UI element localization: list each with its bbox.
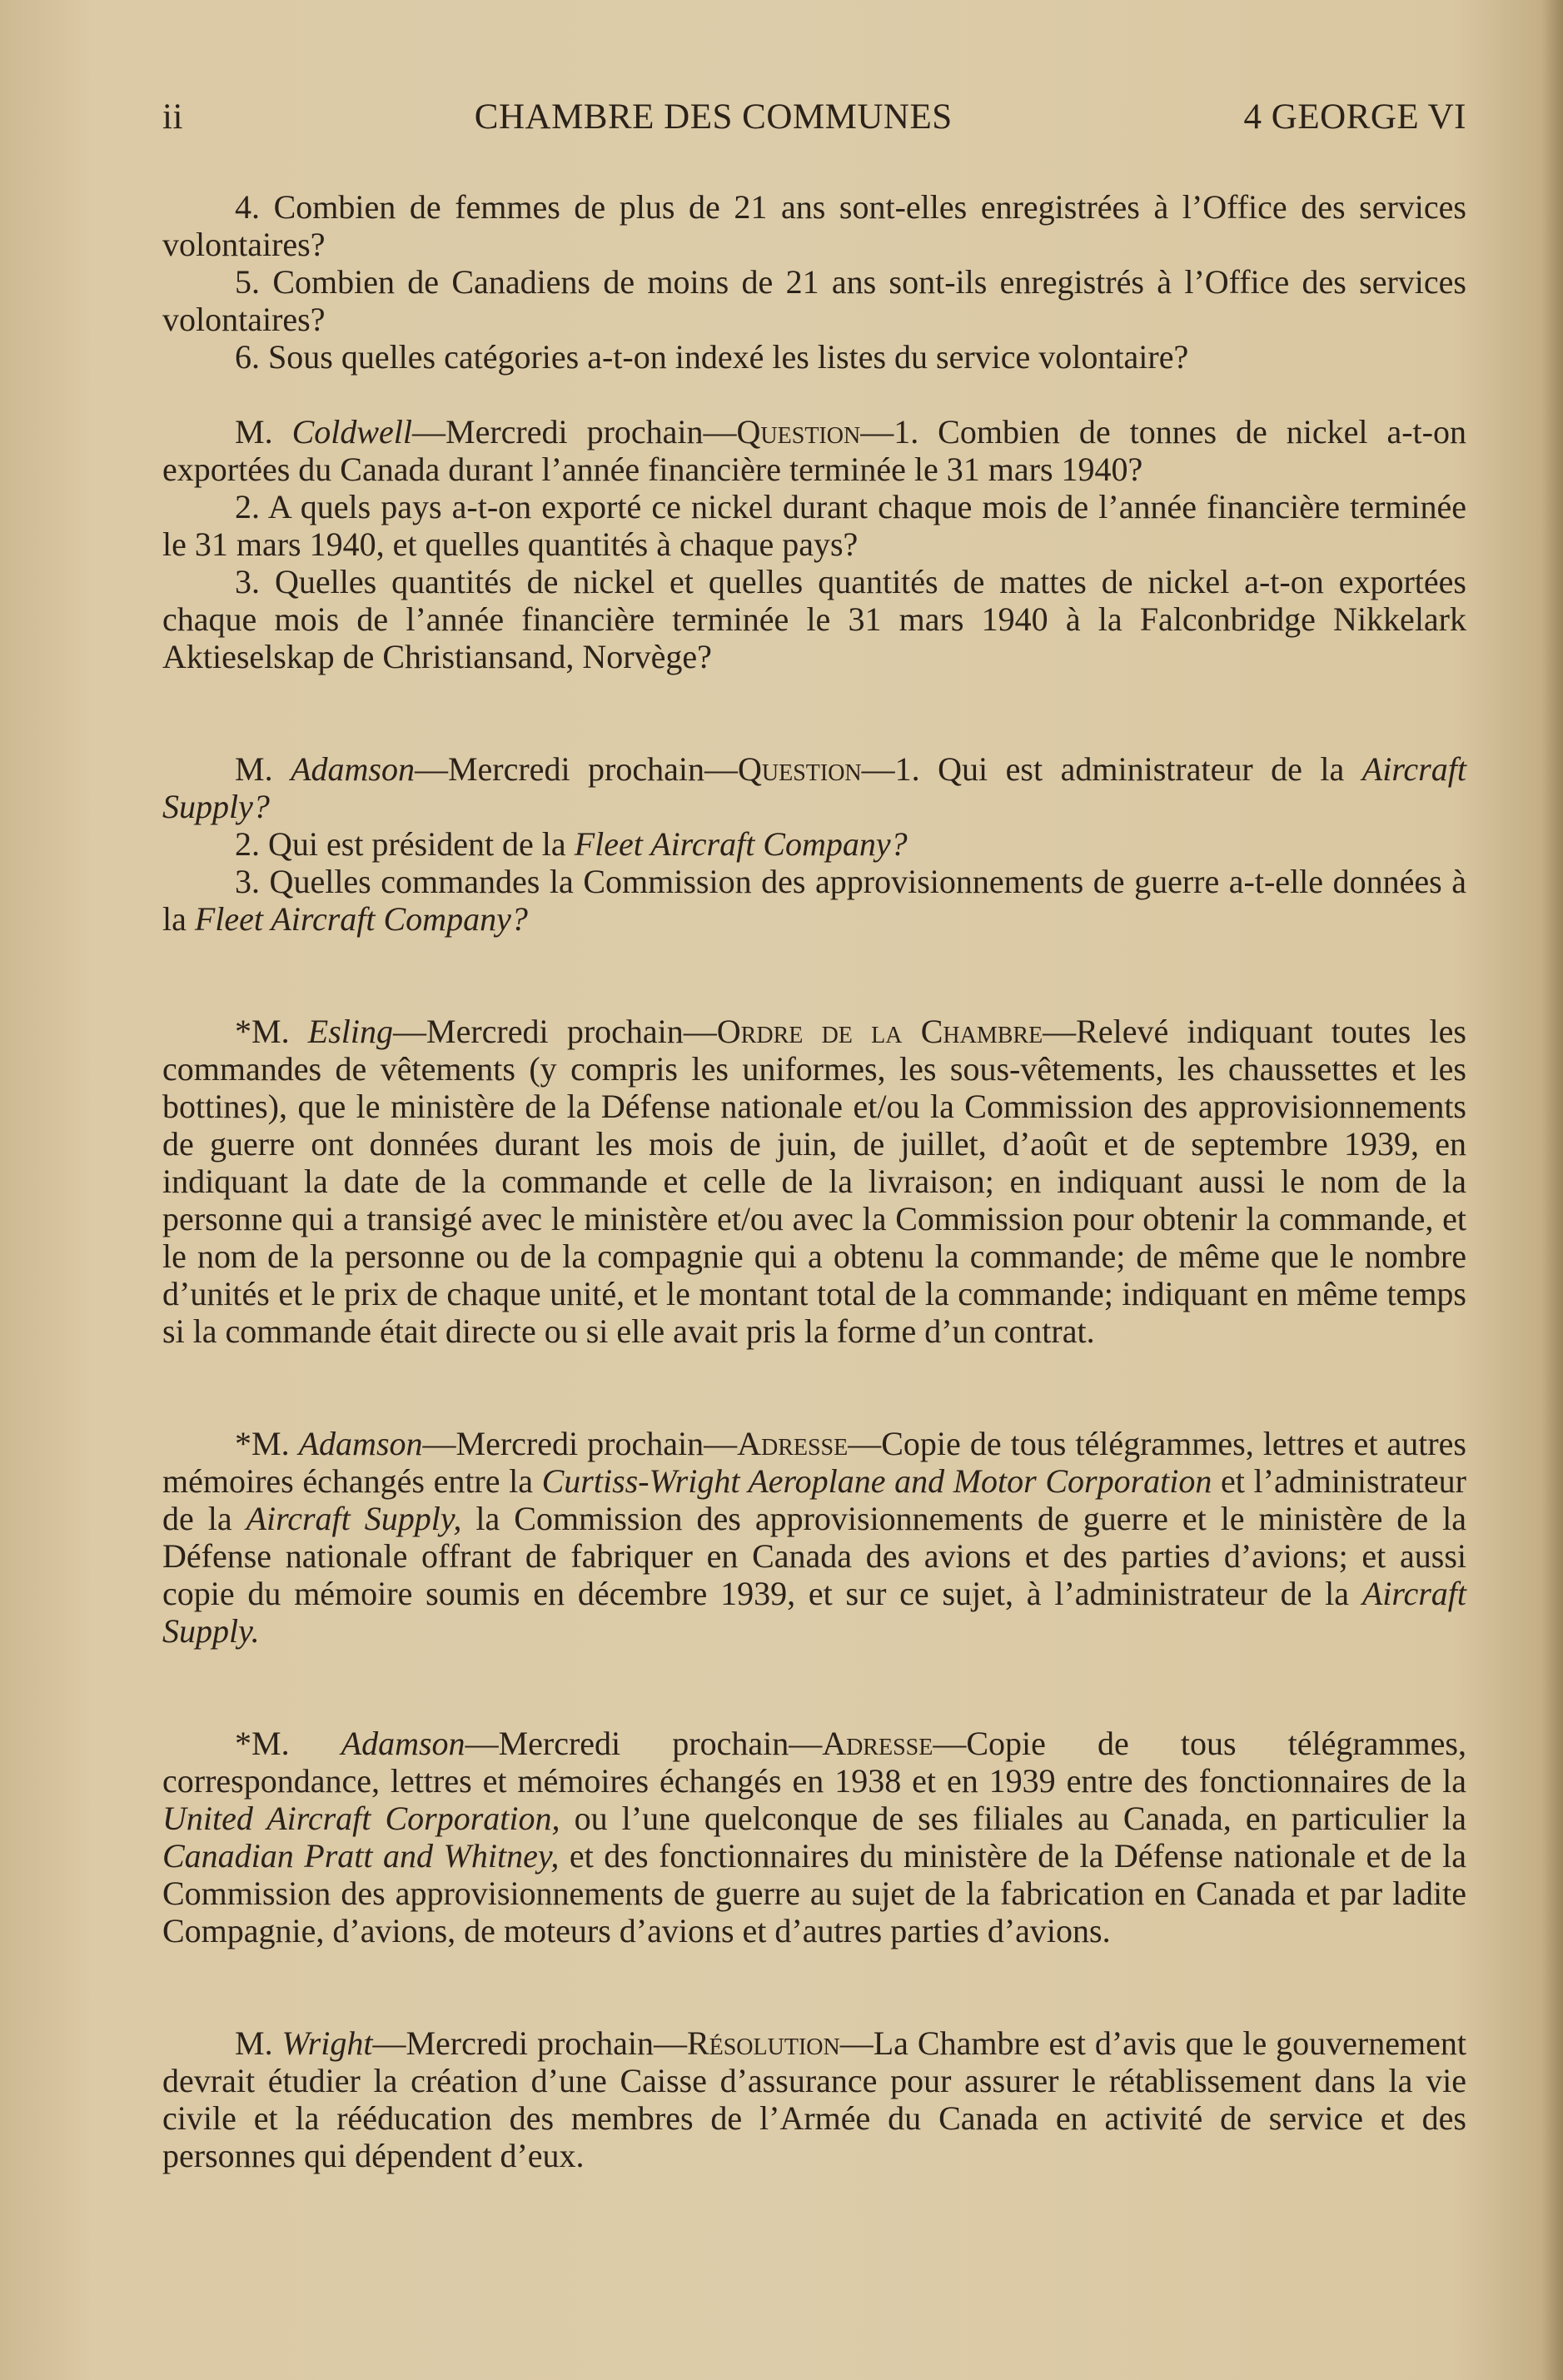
notice-date: —Mercredi prochain— bbox=[414, 750, 738, 788]
question-4: 4. Combien de femmes de plus de 21 ans sont-elles enregistrées à l’Office des services volontaires? bbox=[162, 188, 1466, 263]
notice-adamson-address-2 bbox=[162, 1725, 1466, 1949]
company-name: United Aircraft Corporation, bbox=[162, 1800, 560, 1837]
spacer bbox=[162, 1350, 1466, 1425]
question-6: 6. Sous quelles catégories a-t-on indexé les listes du service volontaire? bbox=[235, 338, 1189, 376]
notice-kind: Adresse bbox=[822, 1725, 933, 1762]
coldwell-question-2: 2. A quels pays a-t-on exporté ce nickel durant chaque mois de l’année financière terminée le 31 mars 1940, et quelles quantités à chaque pays? bbox=[162, 488, 1466, 563]
member-name: Adamson bbox=[291, 750, 415, 788]
esling-order bbox=[162, 1013, 1466, 1350]
order-text: —Relevé indiquant toutes les commandes de vêtements (y compris les uniformes, les sous-vêtements, les chaussettes et les bottines), que le ministère de la Défense nationale et/ou la Commission des approvisionnements de guerre ont données durant les mois de juin, de juillet, d’août et de septembre 1939, en indiquant la date de la commande et celle de la livraison; en indiquant aussi le nom de la personne qui a transigé avec le ministère et/ou avec la Commission pour obtenir la commande, et le nom de la personne ou de la compagnie qui a obtenu la commande; de même que le nombre d’unités et le prix de chaque unité, et le montant total de la commande; indiquant en même temps si la commande était directe ou si elle avait pris la forme d’un contrat. bbox=[162, 1013, 1466, 1350]
address-text: —Copie de tous télégrammes, lettres et autres mémoires échangés entre la bbox=[162, 1425, 1466, 1500]
adamson-address-2 bbox=[162, 1725, 1466, 1949]
address-text: la Commission des approvisionnements de guerre et le ministère de la Défense nationale offrant de fabriquer en Canada des avions et des parties d’avions; et aussi copie du mémoire soumis en décembre 1939, et sur ce sujet, à l’administrateur de la bbox=[162, 1500, 1466, 1612]
notice-adamson-address-1 bbox=[162, 1425, 1466, 1650]
member-name: Adamson bbox=[298, 1425, 423, 1462]
company-name: Curtiss-Wright Aeroplane and Motor Corporation bbox=[541, 1462, 1212, 1500]
running-header bbox=[162, 97, 1466, 137]
member-name: Adamson bbox=[341, 1725, 465, 1762]
address-text: et l’administrateur de la bbox=[162, 1462, 1466, 1537]
notice-coldwell bbox=[162, 413, 1466, 675]
member-prefix: *M. bbox=[235, 1425, 299, 1462]
coldwell-question-1 bbox=[162, 413, 1466, 488]
notice-wright bbox=[162, 2024, 1466, 2174]
member-prefix: *M. bbox=[235, 1725, 341, 1762]
spacer bbox=[162, 376, 1466, 413]
notice-date: —Mercredi prochain— bbox=[412, 413, 737, 451]
member-name: Coldwell bbox=[291, 413, 413, 451]
header-title: CHAMBRE DES COMMUNES bbox=[474, 97, 953, 137]
company-name: Aircraft Supply, bbox=[246, 1500, 462, 1537]
address-text: et des fonctionnaires du ministère de la Défense nationale et de la Commission des approvisionnements de guerre au sujet de la fabrication en Canada et par ladite Compagnie, d’avions, de moteurs d’avions et d’autres parties d’avions. bbox=[162, 1837, 1466, 1949]
resolution-text: —La Chambre est d’avis que le gouvernement devrait étudier la création d’une Caisse d’assurance pour assurer le rétablissement dans la vie civile et la rééducation des membres de l’Armée du Canada en activité de service et des personnes qui dépendent d’eux. bbox=[162, 2024, 1466, 2174]
company-name: Aircraft Supply? bbox=[162, 750, 1466, 825]
notice-esling bbox=[162, 1013, 1466, 1350]
adamson-question-2 bbox=[162, 825, 1466, 863]
coldwell-question-3: 3. Quelles quantités de nickel et quelles quantités de mattes de nickel a-t-on exportées chaque mois de l’année financière terminée le 31 mars 1940 à la Falconbridge Nikkelark Aktieselskap de Christiansand, Norvège? bbox=[162, 563, 1466, 675]
adamson-question-3 bbox=[162, 863, 1466, 938]
notice-date: —Mercredi prochain— bbox=[393, 1013, 717, 1050]
spacer bbox=[162, 938, 1466, 1013]
notice-adamson-question bbox=[162, 750, 1466, 938]
spacer bbox=[162, 1949, 1466, 2024]
wright-resolution bbox=[162, 2024, 1466, 2174]
header-reign: 4 GEORGE VI bbox=[1243, 97, 1466, 137]
adamson-address-1 bbox=[162, 1425, 1466, 1650]
spacer bbox=[162, 1650, 1466, 1725]
company-name: Canadian Pratt and Whitney, bbox=[162, 1837, 560, 1875]
address-text: —Copie de tous télégrammes, correspondance, lettres et mémoires échangés en 1938 et en 1939 entre des fonctionnaires de la bbox=[162, 1725, 1466, 1800]
member-prefix: M. bbox=[235, 750, 291, 788]
question-text: 3. Quelles commandes la Commission des approvisionnements de guerre a-t-elle données à la bbox=[162, 863, 1466, 938]
notice-date: —Mercredi prochain— bbox=[465, 1725, 823, 1762]
member-prefix: M. bbox=[235, 413, 292, 451]
spacer bbox=[162, 675, 1466, 750]
notice-kind: Adresse bbox=[737, 1425, 849, 1462]
continued-questions bbox=[162, 188, 1466, 376]
company-name: Fleet Aircraft Company? bbox=[194, 900, 528, 938]
page-number: ii bbox=[162, 97, 183, 137]
notice-kind: Question bbox=[738, 750, 862, 788]
address-text: ou l’une quelconque de ses filiales au Canada, en particulier la bbox=[560, 1800, 1466, 1837]
member-name: Wright bbox=[281, 2024, 373, 2062]
notice-kind: Ordre de la Chambre bbox=[716, 1013, 1043, 1050]
page-edge-shadow bbox=[1541, 0, 1563, 2380]
member-name: Esling bbox=[307, 1013, 394, 1050]
question-text: —1. Combien de tonnes de nickel a-t-on exportées du Canada durant l’année financière terminée le 31 mars 1940? bbox=[162, 413, 1466, 488]
notice-kind: Question bbox=[736, 413, 861, 451]
question-text: —1. Qui est administrateur de la bbox=[861, 750, 1362, 788]
member-prefix: M. bbox=[235, 2024, 282, 2062]
question-5: 5. Combien de Canadiens de moins de 21 ans sont-ils enregistrés à l’Office des services volontaires? bbox=[162, 263, 1466, 338]
notice-kind: Résolution bbox=[686, 2024, 840, 2062]
notice-date: —Mercredi prochain— bbox=[372, 2024, 687, 2062]
member-prefix: *M. bbox=[235, 1013, 308, 1050]
company-name: Aircraft Supply. bbox=[162, 1575, 1466, 1650]
notice-date: —Mercredi prochain— bbox=[422, 1425, 738, 1462]
adamson-question-1 bbox=[162, 750, 1466, 825]
page-body bbox=[162, 188, 1466, 2174]
question-text: 2. Qui est président de la bbox=[235, 825, 575, 863]
company-name: Fleet Aircraft Company? bbox=[574, 825, 908, 863]
